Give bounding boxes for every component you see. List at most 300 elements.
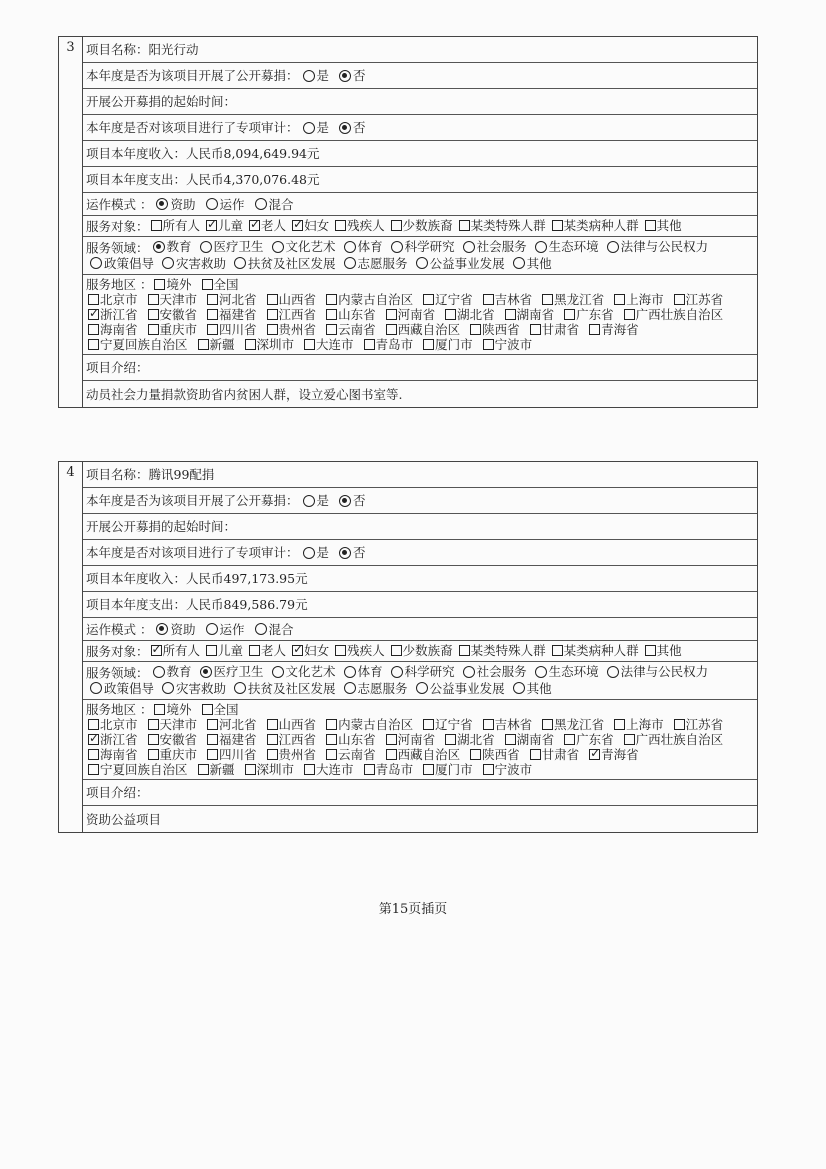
radio-icon[interactable] (272, 241, 284, 253)
field-option[interactable] (387, 239, 455, 254)
radio-icon[interactable] (535, 241, 547, 253)
target-option[interactable] (204, 643, 243, 658)
target-option[interactable] (290, 218, 329, 233)
checkbox-icon[interactable] (245, 339, 256, 350)
region-option[interactable] (243, 762, 295, 777)
target-option[interactable] (550, 218, 639, 233)
region-option[interactable] (86, 337, 188, 352)
checkbox-icon[interactable] (530, 324, 541, 335)
region-option[interactable] (146, 732, 198, 747)
checkbox-icon[interactable] (148, 294, 159, 305)
radio-icon[interactable] (303, 122, 315, 134)
checkbox-icon[interactable] (207, 309, 218, 320)
region-option[interactable] (146, 292, 198, 307)
checkbox-icon[interactable] (148, 324, 159, 335)
region-option[interactable] (86, 292, 138, 307)
region-option[interactable] (562, 307, 614, 322)
region-option[interactable] (265, 747, 317, 762)
field-option-label: 志愿服务 (357, 680, 408, 696)
checkbox-icon[interactable] (267, 324, 278, 335)
target-option[interactable] (204, 218, 243, 233)
region-option[interactable] (205, 732, 257, 747)
checkbox-icon[interactable] (88, 339, 99, 350)
checkbox-icon[interactable] (589, 749, 600, 760)
checkbox-icon[interactable] (483, 719, 494, 730)
checkbox-icon[interactable] (326, 309, 337, 320)
checkbox-icon[interactable] (391, 220, 402, 231)
checkbox-icon[interactable] (530, 749, 541, 760)
checkbox-icon[interactable] (88, 764, 99, 775)
region-option[interactable] (362, 762, 414, 777)
region-option[interactable] (196, 762, 235, 777)
target-option[interactable] (149, 218, 201, 233)
region-option[interactable] (384, 732, 436, 747)
region-option[interactable] (265, 717, 317, 732)
checkbox-icon[interactable] (206, 645, 217, 656)
checkbox-icon[interactable] (326, 324, 337, 335)
radio-icon[interactable] (513, 257, 525, 269)
region-option[interactable] (200, 702, 239, 717)
radio-icon[interactable] (344, 666, 356, 678)
checkbox-icon[interactable] (154, 704, 165, 715)
checkbox-icon[interactable] (542, 719, 553, 730)
public-fund-yes[interactable] (299, 68, 330, 83)
checkbox-icon[interactable] (326, 719, 337, 730)
mode-option[interactable] (202, 197, 245, 212)
region-option[interactable] (86, 717, 138, 732)
field-option[interactable] (230, 256, 336, 271)
radio-icon[interactable] (272, 666, 284, 678)
region-option-label: 西藏自治区 (397, 322, 461, 337)
checkbox-icon[interactable] (459, 645, 470, 656)
region-option[interactable] (622, 732, 724, 747)
region-option[interactable] (265, 732, 317, 747)
region-option[interactable] (384, 322, 461, 337)
checkbox-icon[interactable] (483, 294, 494, 305)
field-option[interactable] (459, 239, 527, 254)
field-option[interactable] (340, 664, 383, 679)
checkbox-icon[interactable] (470, 324, 481, 335)
field-option[interactable] (268, 664, 336, 679)
checkbox-icon[interactable] (267, 734, 278, 745)
field-option[interactable] (86, 681, 154, 696)
target-option[interactable] (457, 643, 546, 658)
radio-icon[interactable] (206, 198, 218, 210)
region-option[interactable] (152, 702, 191, 717)
target-option[interactable] (290, 643, 329, 658)
checkbox-icon[interactable] (304, 764, 315, 775)
radio-icon[interactable] (416, 257, 428, 269)
public-fund-no[interactable] (335, 493, 366, 508)
region-option[interactable] (324, 732, 376, 747)
region-option[interactable] (86, 762, 188, 777)
checkbox-icon[interactable] (614, 294, 625, 305)
checkbox-icon[interactable] (505, 309, 516, 320)
fields-row (83, 662, 757, 700)
field-option[interactable] (603, 664, 709, 679)
region-option[interactable] (205, 322, 257, 337)
mode-label: 运作模式 ： (86, 196, 153, 212)
region-option[interactable] (146, 322, 198, 337)
intro-label-row (83, 355, 757, 381)
checkbox-icon[interactable] (445, 309, 456, 320)
checkbox-icon[interactable] (151, 220, 162, 231)
field-option[interactable] (149, 239, 192, 254)
region-option-label: 北京市 (100, 292, 138, 307)
fields-label: 服务领域： (86, 240, 149, 256)
region-option[interactable] (243, 337, 295, 352)
region-option[interactable] (468, 747, 520, 762)
region-option[interactable] (481, 762, 533, 777)
field-option[interactable] (86, 256, 154, 271)
region-option[interactable] (146, 747, 198, 762)
region-option[interactable] (86, 747, 138, 762)
region-option[interactable] (481, 717, 533, 732)
target-option[interactable] (550, 643, 639, 658)
checkbox-icon[interactable] (445, 734, 456, 745)
radio-icon[interactable] (162, 682, 174, 694)
checkbox-icon[interactable] (564, 309, 575, 320)
radio-icon[interactable] (339, 122, 351, 134)
field-option[interactable] (412, 681, 505, 696)
radio-icon[interactable] (255, 623, 267, 635)
checkbox-icon[interactable] (614, 719, 625, 730)
checkbox-icon[interactable] (326, 294, 337, 305)
target-option[interactable] (247, 643, 286, 658)
region-option[interactable] (421, 337, 473, 352)
region-option[interactable] (146, 307, 198, 322)
checkbox-icon[interactable] (483, 764, 494, 775)
field-option[interactable] (268, 239, 336, 254)
radio-icon[interactable] (162, 257, 174, 269)
field-option[interactable] (196, 664, 264, 679)
field-option[interactable] (531, 239, 599, 254)
mode-option[interactable] (152, 197, 195, 212)
intro-label-row (83, 780, 757, 806)
checkbox-icon[interactable] (151, 645, 162, 656)
field-option[interactable] (459, 664, 527, 679)
checkbox-icon[interactable] (423, 339, 434, 350)
target-option[interactable] (149, 643, 201, 658)
checkbox-icon[interactable] (552, 220, 563, 231)
checkbox-icon[interactable] (267, 719, 278, 730)
target-option[interactable] (389, 643, 453, 658)
checkbox-icon[interactable] (88, 294, 99, 305)
checkbox-icon[interactable] (202, 704, 213, 715)
checkbox-icon[interactable] (198, 339, 209, 350)
checkbox-icon[interactable] (423, 294, 434, 305)
region-option-label: 大连市 (316, 762, 354, 777)
region-grid (86, 292, 754, 352)
checkbox-icon[interactable] (88, 309, 99, 320)
checkbox-icon[interactable] (249, 645, 260, 656)
target-option[interactable] (643, 643, 682, 658)
radio-icon[interactable] (463, 241, 475, 253)
checkbox-icon[interactable] (304, 339, 315, 350)
field-option[interactable] (340, 681, 408, 696)
checkbox-icon[interactable] (674, 719, 685, 730)
region-option[interactable] (265, 322, 317, 337)
region-option-label: 内蒙古自治区 (338, 292, 414, 307)
checkbox-icon[interactable] (326, 749, 337, 760)
field-option[interactable] (531, 664, 599, 679)
region-option[interactable] (612, 717, 664, 732)
radio-icon[interactable] (156, 623, 168, 635)
radio-icon[interactable] (607, 666, 619, 678)
region-option[interactable] (587, 322, 639, 337)
radio-icon[interactable] (234, 257, 246, 269)
region-option[interactable] (540, 292, 604, 307)
region-option[interactable] (205, 717, 257, 732)
checkbox-icon[interactable] (154, 279, 165, 290)
checkbox-icon[interactable] (335, 220, 346, 231)
region-option[interactable] (265, 307, 317, 322)
checkbox-icon[interactable] (206, 220, 217, 231)
region-option-label: 云南省 (338, 747, 376, 762)
field-option[interactable] (230, 681, 336, 696)
checkbox-icon[interactable] (386, 309, 397, 320)
field-option[interactable] (412, 256, 505, 271)
radio-icon[interactable] (156, 198, 168, 210)
mode-option[interactable] (202, 622, 245, 637)
field-option-label: 社会服务 (476, 239, 527, 254)
region-option[interactable] (146, 717, 198, 732)
region-option[interactable] (384, 307, 436, 322)
field-option[interactable] (509, 681, 552, 696)
radio-icon[interactable] (513, 682, 525, 694)
field-option-label: 政策倡导 (104, 680, 155, 696)
checkbox-icon[interactable] (459, 220, 470, 231)
region-option[interactable] (362, 337, 414, 352)
checkbox-icon[interactable] (207, 324, 218, 335)
region-option[interactable] (384, 747, 461, 762)
checkbox-icon[interactable] (386, 734, 397, 745)
audit-no[interactable] (335, 120, 366, 135)
radio-icon[interactable] (200, 241, 212, 253)
radio-icon[interactable] (535, 666, 547, 678)
region-option[interactable] (86, 322, 138, 337)
region-option[interactable] (672, 717, 724, 732)
radio-icon[interactable] (90, 257, 102, 269)
field-option-label: 教育 (166, 239, 192, 254)
region-option-label: 广东省 (576, 307, 614, 322)
checkbox-icon[interactable] (148, 734, 159, 745)
radio-icon[interactable] (255, 198, 267, 210)
checkbox-icon[interactable] (624, 734, 635, 745)
region-option[interactable] (302, 762, 354, 777)
region-option[interactable] (481, 337, 533, 352)
radio-icon[interactable] (344, 682, 356, 694)
target-option[interactable] (333, 218, 385, 233)
checkbox-icon[interactable] (674, 294, 685, 305)
radio-icon[interactable] (391, 241, 403, 253)
checkbox-icon[interactable] (207, 749, 218, 760)
region-option[interactable] (324, 747, 376, 762)
radio-icon[interactable] (206, 623, 218, 635)
radio-icon[interactable] (234, 682, 246, 694)
region-option[interactable] (302, 337, 354, 352)
checkbox-icon[interactable] (564, 734, 575, 745)
checkbox-icon[interactable] (148, 749, 159, 760)
checkbox-icon[interactable] (505, 734, 516, 745)
region-option[interactable] (324, 307, 376, 322)
region-option[interactable] (205, 307, 257, 322)
public-fund-no[interactable] (335, 68, 366, 83)
radio-icon[interactable] (344, 241, 356, 253)
region-option-label: 青岛市 (375, 337, 414, 352)
field-option[interactable] (509, 256, 552, 271)
checkbox-icon[interactable] (391, 645, 402, 656)
target-option-label: 某类特殊人群 (470, 643, 546, 658)
checkbox-icon[interactable] (589, 324, 600, 335)
checkbox-icon[interactable] (202, 279, 213, 290)
radio-icon[interactable] (391, 666, 403, 678)
checkbox-icon[interactable] (207, 734, 218, 745)
region-option[interactable] (622, 307, 724, 322)
checkbox-icon[interactable] (386, 749, 397, 760)
region-option[interactable] (205, 292, 257, 307)
region-option[interactable] (421, 762, 473, 777)
region-option[interactable] (86, 307, 138, 322)
target-option[interactable] (333, 643, 385, 658)
field-option[interactable] (158, 256, 226, 271)
public-fund-yes[interactable] (299, 493, 330, 508)
region-option[interactable] (503, 732, 555, 747)
radio-icon[interactable] (303, 495, 315, 507)
checkbox-icon[interactable] (292, 220, 303, 231)
region-option[interactable] (443, 732, 495, 747)
radio-icon[interactable] (339, 547, 351, 559)
region-option[interactable] (265, 292, 317, 307)
field-option[interactable] (196, 239, 264, 254)
checkbox-icon[interactable] (249, 220, 260, 231)
page-footer: 第15页插页 (378, 902, 448, 917)
radio-icon[interactable] (153, 666, 165, 678)
checkbox-icon[interactable] (88, 734, 99, 745)
checkbox-icon[interactable] (645, 645, 656, 656)
checkbox-icon[interactable] (624, 309, 635, 320)
checkbox-icon[interactable] (245, 764, 256, 775)
region-option-label: 深圳市 (256, 337, 295, 352)
radio-icon[interactable] (200, 666, 212, 678)
field-option[interactable] (149, 664, 192, 679)
checkbox-icon[interactable] (364, 339, 375, 350)
region-option[interactable] (528, 322, 580, 337)
region-option[interactable] (587, 747, 639, 762)
radio-icon[interactable] (463, 666, 475, 678)
checkbox-icon[interactable] (198, 764, 209, 775)
mode-option[interactable] (251, 622, 294, 637)
region-option[interactable] (196, 337, 235, 352)
field-option-label: 体育 (357, 664, 383, 679)
checkbox-icon[interactable] (552, 645, 563, 656)
checkbox-icon[interactable] (148, 309, 159, 320)
checkbox-icon[interactable] (326, 734, 337, 745)
region-option[interactable] (481, 292, 533, 307)
radio-icon[interactable] (339, 495, 351, 507)
checkbox-icon[interactable] (423, 764, 434, 775)
region-option[interactable] (86, 732, 138, 747)
target-option[interactable] (457, 218, 546, 233)
region-option[interactable] (421, 717, 473, 732)
region-option[interactable] (152, 277, 191, 292)
checkbox-icon[interactable] (88, 749, 99, 760)
radio-icon[interactable] (303, 547, 315, 559)
checkbox-icon[interactable] (148, 719, 159, 730)
target-option-label: 其他 (656, 218, 682, 233)
region-option-label: 大连市 (316, 337, 354, 352)
radio-icon[interactable] (344, 257, 356, 269)
radio-icon[interactable] (416, 682, 428, 694)
checkbox-icon[interactable] (335, 645, 346, 656)
region-option[interactable] (205, 747, 257, 762)
checkbox-icon[interactable] (207, 294, 218, 305)
field-option-label: 其他 (526, 680, 552, 696)
radio-icon[interactable] (153, 241, 165, 253)
target-option[interactable] (643, 218, 682, 233)
audit-yes[interactable] (299, 545, 330, 560)
region-option[interactable] (324, 292, 413, 307)
target-option-label: 某类病种人群 (563, 643, 639, 658)
region-option[interactable] (503, 307, 555, 322)
target-option-label: 少数族裔 (402, 218, 453, 233)
target-option[interactable] (389, 218, 453, 233)
region-option[interactable] (324, 717, 413, 732)
checkbox-icon[interactable] (292, 645, 303, 656)
region-option[interactable] (421, 292, 473, 307)
checkbox-icon[interactable] (207, 719, 218, 730)
checkbox-icon[interactable] (423, 719, 434, 730)
field-option[interactable] (158, 681, 226, 696)
region-option[interactable] (612, 292, 664, 307)
target-option-label: 所有人 (162, 643, 201, 658)
audit-yes[interactable] (299, 120, 330, 135)
mode-option[interactable] (152, 622, 195, 637)
audit-no[interactable] (335, 545, 366, 560)
region-option[interactable] (468, 322, 520, 337)
region-option[interactable] (443, 307, 495, 322)
region-option[interactable] (540, 717, 604, 732)
checkbox-icon[interactable] (364, 764, 375, 775)
region-option[interactable] (672, 292, 724, 307)
region-option-label: 云南省 (338, 322, 376, 337)
checkbox-icon[interactable] (470, 749, 481, 760)
checkbox-icon[interactable] (267, 294, 278, 305)
field-option[interactable] (340, 239, 383, 254)
region-option[interactable] (200, 277, 239, 292)
field-option[interactable] (387, 664, 455, 679)
checkbox-icon[interactable] (386, 324, 397, 335)
target-option[interactable] (247, 218, 286, 233)
checkbox-icon[interactable] (267, 309, 278, 320)
checkbox-icon[interactable] (267, 749, 278, 760)
checkbox-icon[interactable] (542, 294, 553, 305)
radio-icon[interactable] (607, 241, 619, 253)
checkbox-icon[interactable] (88, 324, 99, 335)
region-option[interactable] (562, 732, 614, 747)
mode-option[interactable] (251, 197, 294, 212)
radio-icon[interactable] (339, 70, 351, 82)
checkbox-icon[interactable] (483, 339, 494, 350)
region-option[interactable] (324, 322, 376, 337)
field-option[interactable] (340, 256, 408, 271)
region-option[interactable] (528, 747, 580, 762)
radio-icon[interactable] (90, 682, 102, 694)
checkbox-icon[interactable] (88, 719, 99, 730)
checkbox-icon[interactable] (645, 220, 656, 231)
field-option[interactable] (603, 239, 709, 254)
radio-icon[interactable] (303, 70, 315, 82)
